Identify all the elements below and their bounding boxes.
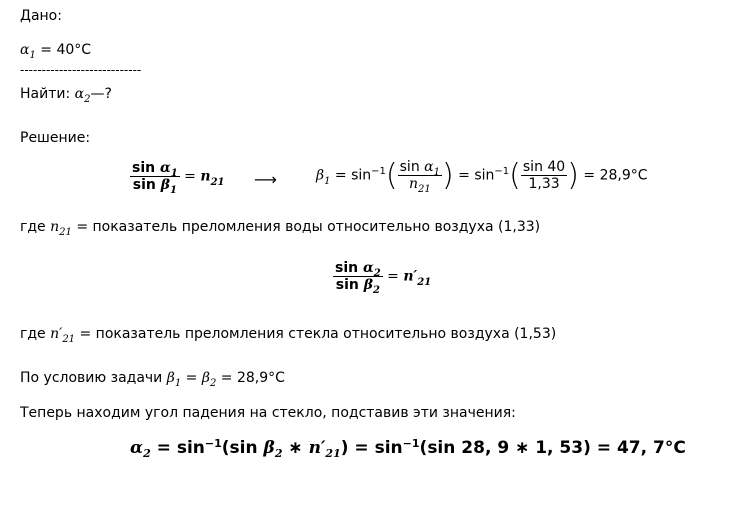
snell-equation-2: $\frac{\sin \alpha_2}{\sin \beta_2}$ = $n'_{21}$: [335, 260, 432, 296]
where-n21: где $n_{21}$ = показатель преломления воды относительно воздуха (1,33): [20, 219, 541, 238]
final-equation: $\alpha_2 = \sin^{-1}(\sin$ $\beta_2$ ∗ $n'_{21}) = \sin^{-1}(\sin$ 28, 9 ∗ 1, 53) = 47, 7°C: [130, 437, 686, 460]
snell-fraction-1: $\frac{\sin \alpha_1}{\sin \beta_1}$: [132, 160, 178, 196]
n21-symbol: n: [200, 168, 211, 185]
n21-prime-symbol: n′: [403, 268, 418, 285]
alpha1-symbol: α: [20, 42, 30, 58]
beta1-computation: $\beta_1 = \sin^{-1}$( $\frac{\sin \alpha_1}{n_{21}}$ ) = $\sin^{-1}$( $\frac{\sin 40}{1,33}$ ) = 28,9°C: [316, 158, 648, 195]
now-text: Теперь находим угол падения на стекло, подставив эти значения:: [20, 405, 516, 421]
arrow-icon: ⟶: [254, 170, 277, 189]
final-result: 47, 7°C: [616, 438, 686, 458]
alpha1-subscript: 1: [29, 50, 36, 61]
beta1-result: 28,9°C: [599, 167, 648, 184]
beta-inner-fraction: $\frac{\sin \alpha_1}{n_{21}}$: [399, 159, 440, 195]
find-label: Найти:: [20, 86, 75, 102]
given-alpha1: [20, 42, 92, 61]
beta-numeric-fraction: $\frac{\sin 40}{1,33}$: [522, 159, 566, 192]
separator: ----------------------------: [20, 63, 142, 77]
alpha2-subscript: 2: [84, 94, 91, 105]
alpha1-value: = 40°C: [35, 42, 92, 58]
find-line: [20, 86, 112, 105]
alpha2-symbol: α: [74, 86, 85, 102]
given-heading: Дано:: [20, 8, 62, 24]
solution-heading: Решение:: [20, 130, 91, 146]
snell-fraction-2: $\frac{\sin \alpha_2}{\sin \beta_2}$: [335, 260, 381, 296]
condition-line: По условию задачи $\beta_1 = \beta_2 = 28,9^\circ C$: [20, 370, 285, 389]
snell-equation-1: $\frac{\sin \alpha_1}{\sin \beta_1}$ = $n_{21}$: [132, 160, 225, 196]
find-question: —?: [90, 86, 112, 102]
where-n21-prime: где $n'_{21}$ = показатель преломления стекла относительно воздуха (1,53): [20, 326, 557, 345]
